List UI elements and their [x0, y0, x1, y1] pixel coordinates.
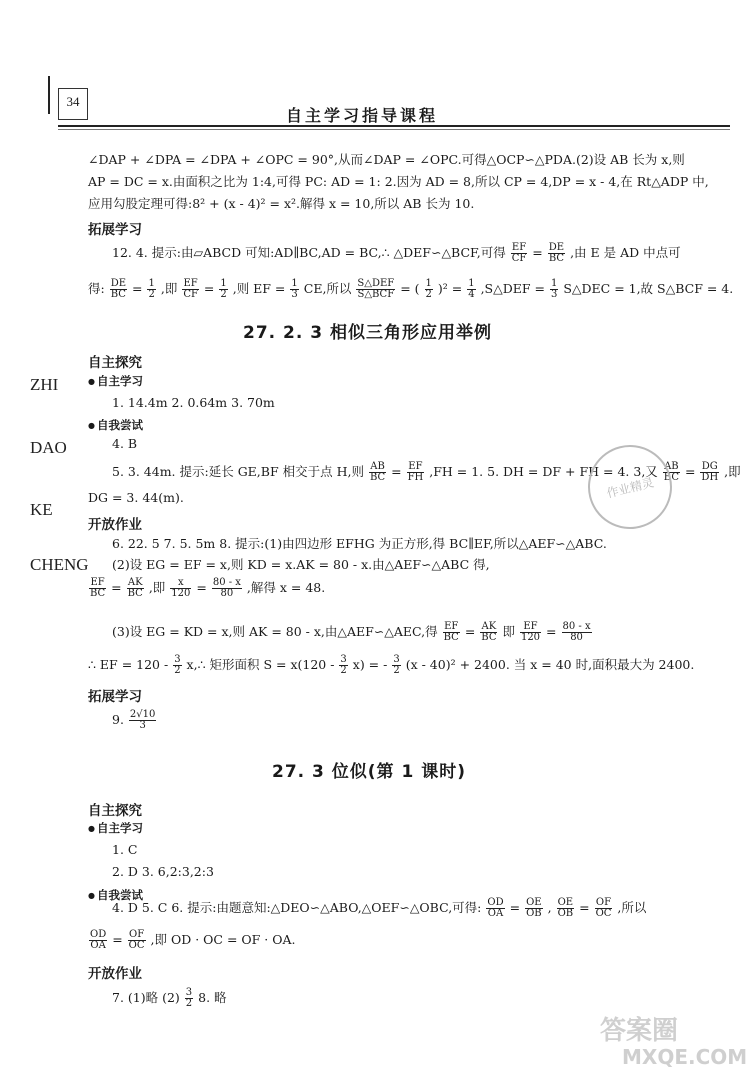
- text-line: 得: $\frac{DE}{BC}$ = $\frac{1}{2}$ ,即 $\frac{EF}{CF}$ = $\frac{1}{2}$ ,则 EF = $\frac{1}{3}$ CE,所以 $\frac{\text{S△DEF}}{\text{S△BCF}}$ = ( $\frac{1}{2}$ )² = $\frac{1}{4}$ ,S△DEF = $\frac{1}{3}$ S△DEC = 1,故 S△BCF = 4.: [88, 278, 734, 300]
- side-text-cheng: CHENG: [30, 555, 89, 574]
- answer-line: 5. 3. 44m. 提示:延长 GE,BF 相交于点 H,则 $\frac{AB}{BC}$ = $\frac{EF}{FH}$ ,FH = 1. 5. DH = DF + FH = 4. 3,又 $\frac{AB}{BC}$ = $\frac{DG}{DH}$ ,即: [112, 461, 741, 483]
- heading-tuozhan: 拓展学习: [88, 689, 142, 705]
- margin-rule: [48, 76, 50, 114]
- page-header-title: 自主学习指导课程: [286, 106, 439, 125]
- answer-line: 1. 14.4m 2. 0.64m 3. 70m: [112, 395, 275, 410]
- stamp-logo: 作业精灵: [579, 436, 681, 538]
- answer-line: 6. 22. 5 7. 5. 5m 8. 提示:(1)由四边形 EFHG 为正方形,得 BC∥EF,所以△AEF∽△ABC.: [112, 536, 607, 551]
- subheading-ziwo-changshi: ● 自我尝试: [88, 417, 143, 433]
- subheading-zizhu-xuexi: ● 自主学习: [88, 373, 143, 389]
- text-line: 应用勾股定理可得:8² + (x - 4)² = x².解得 x = 10,所以 AB 长为 10.: [88, 196, 475, 211]
- answer-line: 9. $\frac{2√10}{3}$: [112, 709, 156, 731]
- answer-line: 7. (1)略 (2) $\frac{3}{2}$ 8. 略: [112, 987, 227, 1009]
- answer-line: ∴ EF = 120 - $\frac{3}{2}$ x,∴ 矩形面积 S = x(120 - $\frac{3}{2}$ x) = - $\frac{3}{2}$ (x - 40)² + 2400. 当 x = 40 时,面积最大为 2400.: [88, 654, 695, 676]
- text-line: AP = DC = x.由面积之比为 1:4,可得 PC: AD = 1: 2.因为 AD = 8,所以 CP = 4,DP = x - 4,在 Rt△ADP 中,: [88, 174, 709, 189]
- answer-line: 4. D 5. C 6. 提示:由题意知:△DEO∽△ABO,△OEF∽△OBC,可得: $\frac{OD}{OA}$ = $\frac{OE}{OB}$ , $\frac{OE}{OB}$ = $\frac{OF}{OC}$ ,所以: [112, 897, 647, 919]
- answer-line: $\frac{OD}{OA}$ = $\frac{OF}{OC}$ ,即 OD · OC = OF · OA.: [90, 929, 296, 951]
- heading-kaifang: 开放作业: [88, 966, 142, 982]
- side-text-ke: KE: [30, 500, 53, 519]
- side-text-zhi: ZHI: [30, 375, 59, 394]
- subheading-ziwo-changshi: ● 自我尝试: [88, 887, 143, 903]
- answer-line: $\frac{EF}{BC}$ = $\frac{AK}{BC}$ ,即 $\frac{x}{120}$ = $\frac{80 - x}{80}$ ,解得 x = 48.: [90, 577, 326, 599]
- answer-line: 4. B: [112, 436, 138, 451]
- page-number: 34: [58, 88, 88, 120]
- section-title: 27. 3 位似(第 1 课时): [272, 762, 466, 782]
- answer-line: 1. C: [112, 842, 138, 857]
- answer-line: (3)设 EG = KD = x,则 AK = 80 - x,由△AEF∽△AEC,得 $\frac{EF}{BC}$ = $\frac{AK}{BC}$ 即 $\frac{EF}{120}$ = $\frac{80 - x}{80}$: [112, 621, 591, 643]
- watermark-logo: 答案圈: [600, 1016, 679, 1046]
- heading-zizhu-tanjiu: 自主探究: [88, 355, 142, 371]
- text-line: 12. 4. 提示:由▱ABCD 可知:AD∥BC,AD = BC,∴ △DEF∽△BCF,可得 $\frac{EF}{CF}$ = $\frac{DE}{BC}$ ,由 E 是 AD 中点可: [112, 242, 681, 264]
- watermark-url: MXQE.COM: [622, 1045, 748, 1069]
- header-rule-thin: [58, 129, 730, 130]
- heading-tuozhan: 拓展学习: [88, 222, 142, 238]
- header-rule: [58, 125, 730, 127]
- section-title: 27. 2. 3 相似三角形应用举例: [243, 323, 492, 343]
- side-text-dao: DAO: [30, 438, 67, 457]
- answer-line: DG = 3. 44(m).: [88, 490, 184, 505]
- answer-line: (2)设 EG = EF = x,则 KD = x.AK = 80 - x.由△AEF∽△ABC 得,: [112, 557, 490, 572]
- text-line: ∠DAP + ∠DPA = ∠DPA + ∠OPC = 90°,从而∠DAP = ∠OPC.可得△OCP∽△PDA.(2)设 AB 长为 x,则: [88, 152, 685, 167]
- subheading-zizhu-xuexi: ● 自主学习: [88, 820, 143, 836]
- heading-zizhu-tanjiu: 自主探究: [88, 803, 142, 819]
- answer-line: 2. D 3. 6,2:3,2:3: [112, 864, 214, 879]
- heading-kaifang: 开放作业: [88, 517, 142, 533]
